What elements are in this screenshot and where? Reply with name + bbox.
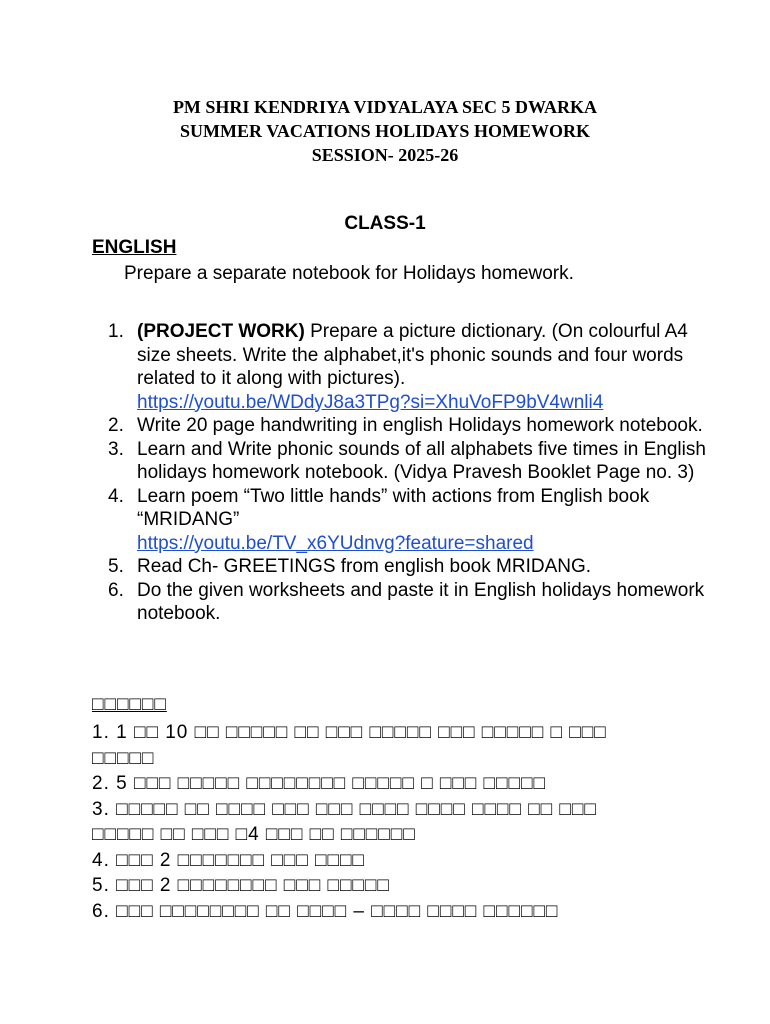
video-link-2[interactable]: https://youtu.be/TV_x6YUdnvg?feature=shared [137,532,534,554]
task-number: 1. [108,321,124,342]
hindi-line: 4. □□□ 2 □□□□□□□ □□□ □□□□ [92,849,365,871]
hindi-line: 5. □□□ 2 □□□□□□□□ □□□ □□□□□ [92,875,390,896]
task-text: Write 20 page handwriting in english Holidays homework notebook. [137,415,703,436]
task-text: Read Ch- GREETINGS from english book MRIDANG. [137,556,592,577]
document-header [0,95,770,167]
task-text: Do the given worksheets and paste it in English holidays homework notebook. [137,579,705,624]
hindi-line: 2. 5 □□□ □□□□□ □□□□□□□□ □□□□□ □ □□□ □□□□□ [92,773,546,794]
hindi-heading: □□□□□□ [92,694,167,715]
hindi-task-list [92,720,692,924]
task-text: Learn poem “Two little hands” with actions from English book “MRIDANG” [137,485,650,530]
english-task-2 [108,414,708,438]
hindi-line: □□□□□ □□ □□□ □4 □□□ □□ □□□□□□ [92,824,416,845]
task-number: 6. [108,579,124,601]
english-task-6 [108,579,708,626]
english-heading: ENGLISH [92,237,177,258]
english-task-list [108,320,708,626]
class-title [0,213,770,235]
hindi-line: 3. □□□□□ □□ □□□□ □□□ □□□ □□□□ □□□□ □□□□ □□ □□□ [92,798,597,820]
english-task-5 [108,555,708,579]
video-link-1[interactable]: https://youtu.be/WDdyJ8a3TPg?si=XhuVoFP9bV4wnli4 [137,391,604,413]
task-number: 3. [108,438,124,460]
task-number: 5. [108,556,124,577]
english-task-3 [108,438,708,485]
project-work-label: (PROJECT WORK) [137,321,305,342]
task-text: Learn and Write phonic sounds of all alphabets five times in English holidays homework notebook. (Vidya Pravesh Booklet Page no. 3) [137,438,706,483]
school-name: PM SHRI KENDRIYA VIDYALAYA SEC 5 DWARKA [172,97,598,117]
english-task-1 [108,320,708,414]
hindi-line: 1. 1 □□ 10 □□ □□□□□ □□ □□□ □□□□□ □□□ □□□□□ □ □□□ [92,722,607,743]
hindi-line: □□□□□ [92,747,155,769]
hindi-line: 6. □□□ □□□□□□□□ □□ □□□□ – □□□□ □□□□ □□□□□□ [92,900,559,922]
homework-title: SUMMER VACATIONS HOLIDAYS HOMEWORK [180,121,590,141]
task-text: Prepare a picture dictionary. (On colourful A4 size sheets. Write the alphabet,it's phonic sounds and four words related to it along with pictures). [137,321,688,389]
session-label: SESSION- 2025-26 [311,145,459,165]
task-number: 4. [108,485,124,507]
task-number: 2. [108,415,124,436]
class-title-text: CLASS-1 [344,213,426,234]
english-task-4 [108,485,708,556]
english-intro: Prepare a separate notebook for Holidays homework. [124,263,574,284]
